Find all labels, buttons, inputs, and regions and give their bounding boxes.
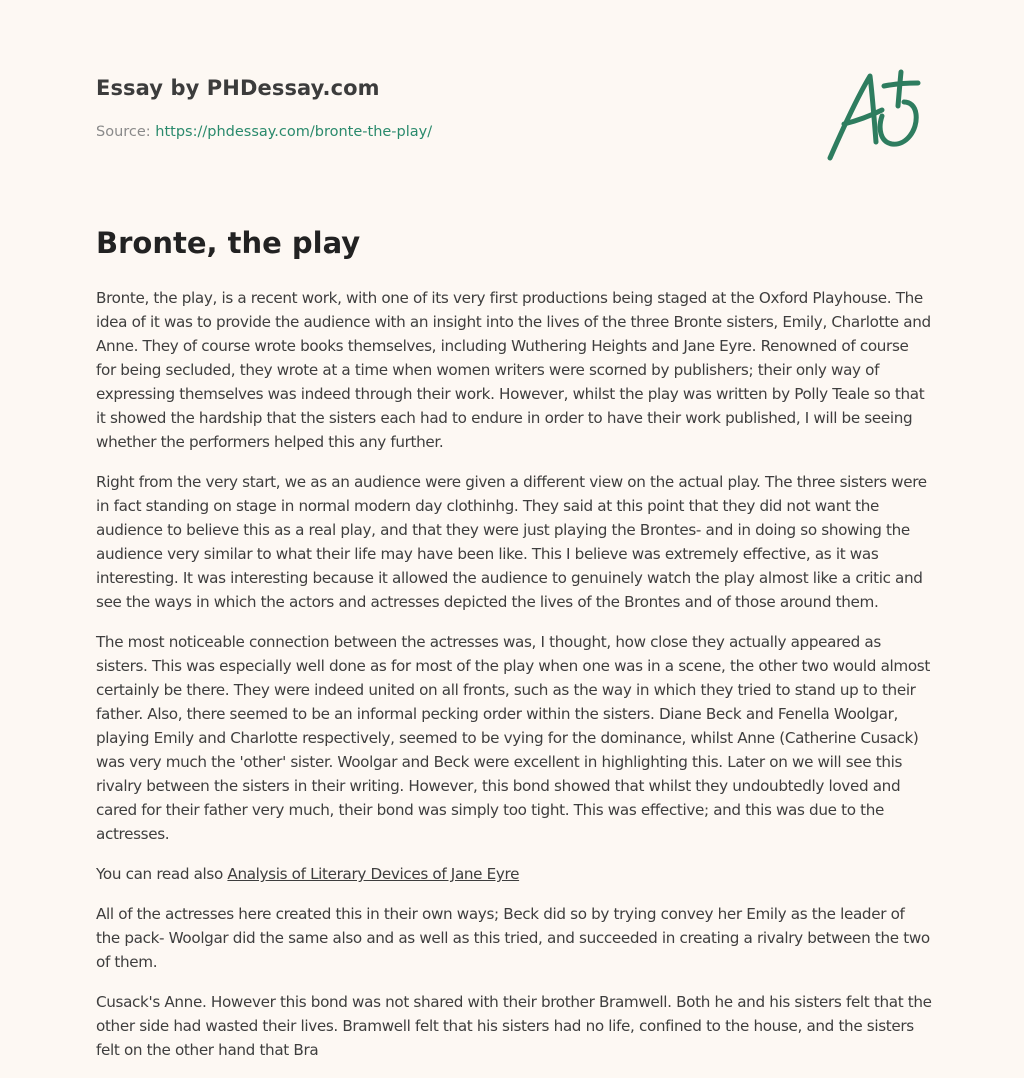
read-also-link[interactable]: Analysis of Literary Devices of Jane Eyre xyxy=(227,865,520,883)
source-link[interactable]: https://phdessay.com/bronte-the-play/ xyxy=(155,124,433,140)
essay-paragraph: Bronte, the play, is a recent work, with one of its very first productions being staged at the Oxford Playhouse. The idea of it was to provide the audience with an insight into the lives of the three Bronte sisters, Emily, Charlotte and Anne. They of course wrote books themselves, including Wuthering Heights and Jane Eyre. Renowned of course for being secluded, they wrote at a time when women writers were scorned by publishers; their only way of expressing themselves was indeed through their work. However, whilst the play was written by Polly Teale so that it showed the hardship that the sisters each had to endure in order to have their work published, I will be seeing whether the performers helped this any further. xyxy=(96,289,931,451)
essay-body xyxy=(96,286,932,1078)
essay-paragraph: The most noticeable connection between the actresses was, I thought, how close they actually appeared as sisters. This was especially well done as for most of the play when one was in a scene, the other two would almost certainly be there. They were indeed united on all fronts, such as the way in which they tried to stand up to their father. Also, there seemed to be an informal pecking order within the sisters. Diane Beck and Fenella Woolgar, playing Emily and Charlotte respectively, seemed to be vying for the dominance, whilst Anne (Catherine Cusack) was very much the 'other' sister. Woolgar and Beck were excellent in highlighting this. Later on we will see this rivalry between the sisters in their writing. However, this bond showed that whilst they undoubtedly loved and cared for their father very much, their bond was simply too tight. This was effective; and this was due to the actresses. xyxy=(96,633,930,843)
essay-header xyxy=(96,76,796,140)
read-also-line xyxy=(96,862,932,886)
a-plus-logo-icon xyxy=(822,66,928,164)
read-also-prefix: You can read also xyxy=(96,865,228,883)
essay-title: Bronte, the play xyxy=(96,226,361,260)
essay-paragraph: Right from the very start, we as an audience were given a different view on the actual play. The three sisters were in fact standing on stage in normal modern day clothinhg. They said at this point that they did not want the audience to believe this as a real play, and that they were just playing the Brontes- and in doing so showing the audience very similar to what their life may have been like. This I believe was extremely effective, as it was interesting. It was interesting because it allowed the audience to genuinely watch the play almost like a critic and see the ways in which the actors and actresses depicted the lives of the Brontes and of those around them. xyxy=(96,473,927,611)
source-label: Source: xyxy=(96,124,156,140)
essay-paragraph: Cusack's Anne. However this bond was not shared with their brother Bramwell. Both he and his sisters felt that the other side had wasted their lives. Bramwell felt that his sisters had no life, confined to the house, and the sisters felt on the other hand that Bra xyxy=(96,993,932,1059)
site-brand: Essay by PHDessay.com xyxy=(96,76,380,100)
source-line xyxy=(96,124,796,140)
essay-paragraph: All of the actresses here created this in their own ways; Beck did so by trying convey her Emily as the leader of the pack- Woolgar did the same also and as well as this tried, and succeeded in creating a rivalry between the two of them. xyxy=(96,905,930,971)
